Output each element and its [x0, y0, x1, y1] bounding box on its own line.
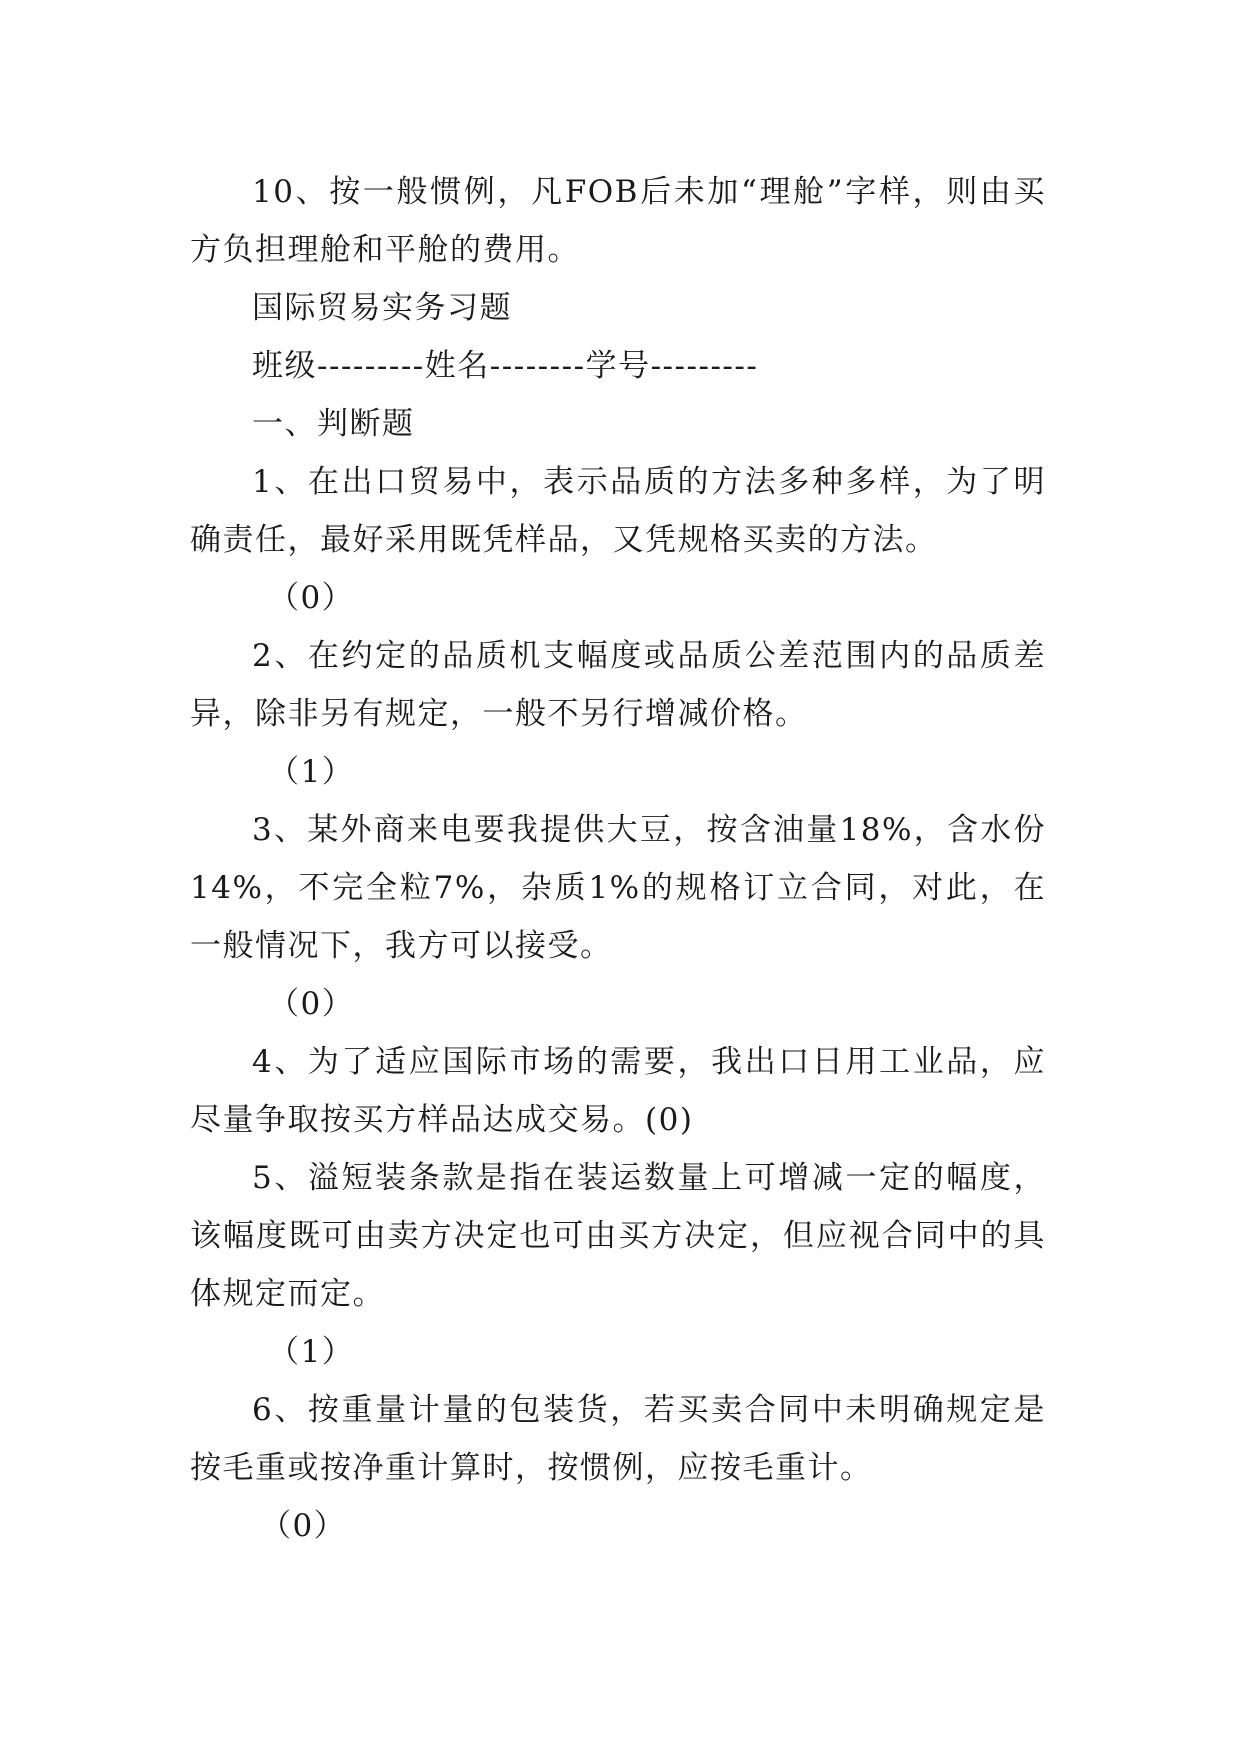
question-2-text: 2、在约定的品质机支幅度或品质公差范围内的品质差异，除非另有规定，一般不另行增减价格。 [190, 638, 1046, 732]
question-3-text: 3、某外商来电要我提供大豆，按含油量18%，含水份14%，不完全粒7%，杂质1%的规格订立合同，对此，在一般情况下，我方可以接受。 [190, 812, 1046, 964]
section-heading: 一、判断题 [252, 406, 415, 442]
exercise-title: 国际贸易实务习题 [252, 290, 512, 326]
question-10-text: 10、按一般惯例，凡FOB后未加“理舱”字样，则由买方负担理舱和平舱的费用。 [190, 174, 1046, 268]
document-body [190, 163, 1046, 1555]
question-1-answer: （0） [268, 580, 355, 616]
question-6-answer: （0） [260, 1508, 347, 1544]
question-4-text: 4、为了适应国际市场的需要，我出口日用工业品，应尽量争取按买方样品达成交易。(0) [190, 1044, 1046, 1138]
question-2-answer: （1） [268, 754, 355, 790]
student-info-line: 班级---------姓名--------学号--------- [252, 348, 759, 384]
question-6-text: 6、按重量计量的包装货，若买卖合同中未明确规定是按毛重或按净重计算时，按惯例，应按毛重计。 [190, 1392, 1046, 1486]
question-5-text: 5、溢短装条款是指在装运数量上可增减一定的幅度，该幅度既可由卖方决定也可由买方决定，但应视合同中的具体规定而定。 [190, 1160, 1046, 1312]
question-5-answer: （1） [268, 1334, 355, 1370]
question-3-answer: （0） [268, 986, 355, 1022]
question-1-text: 1、在出口贸易中，表示品质的方法多种多样，为了明确责任，最好采用既凭样品，又凭规格买卖的方法。 [190, 464, 1046, 558]
